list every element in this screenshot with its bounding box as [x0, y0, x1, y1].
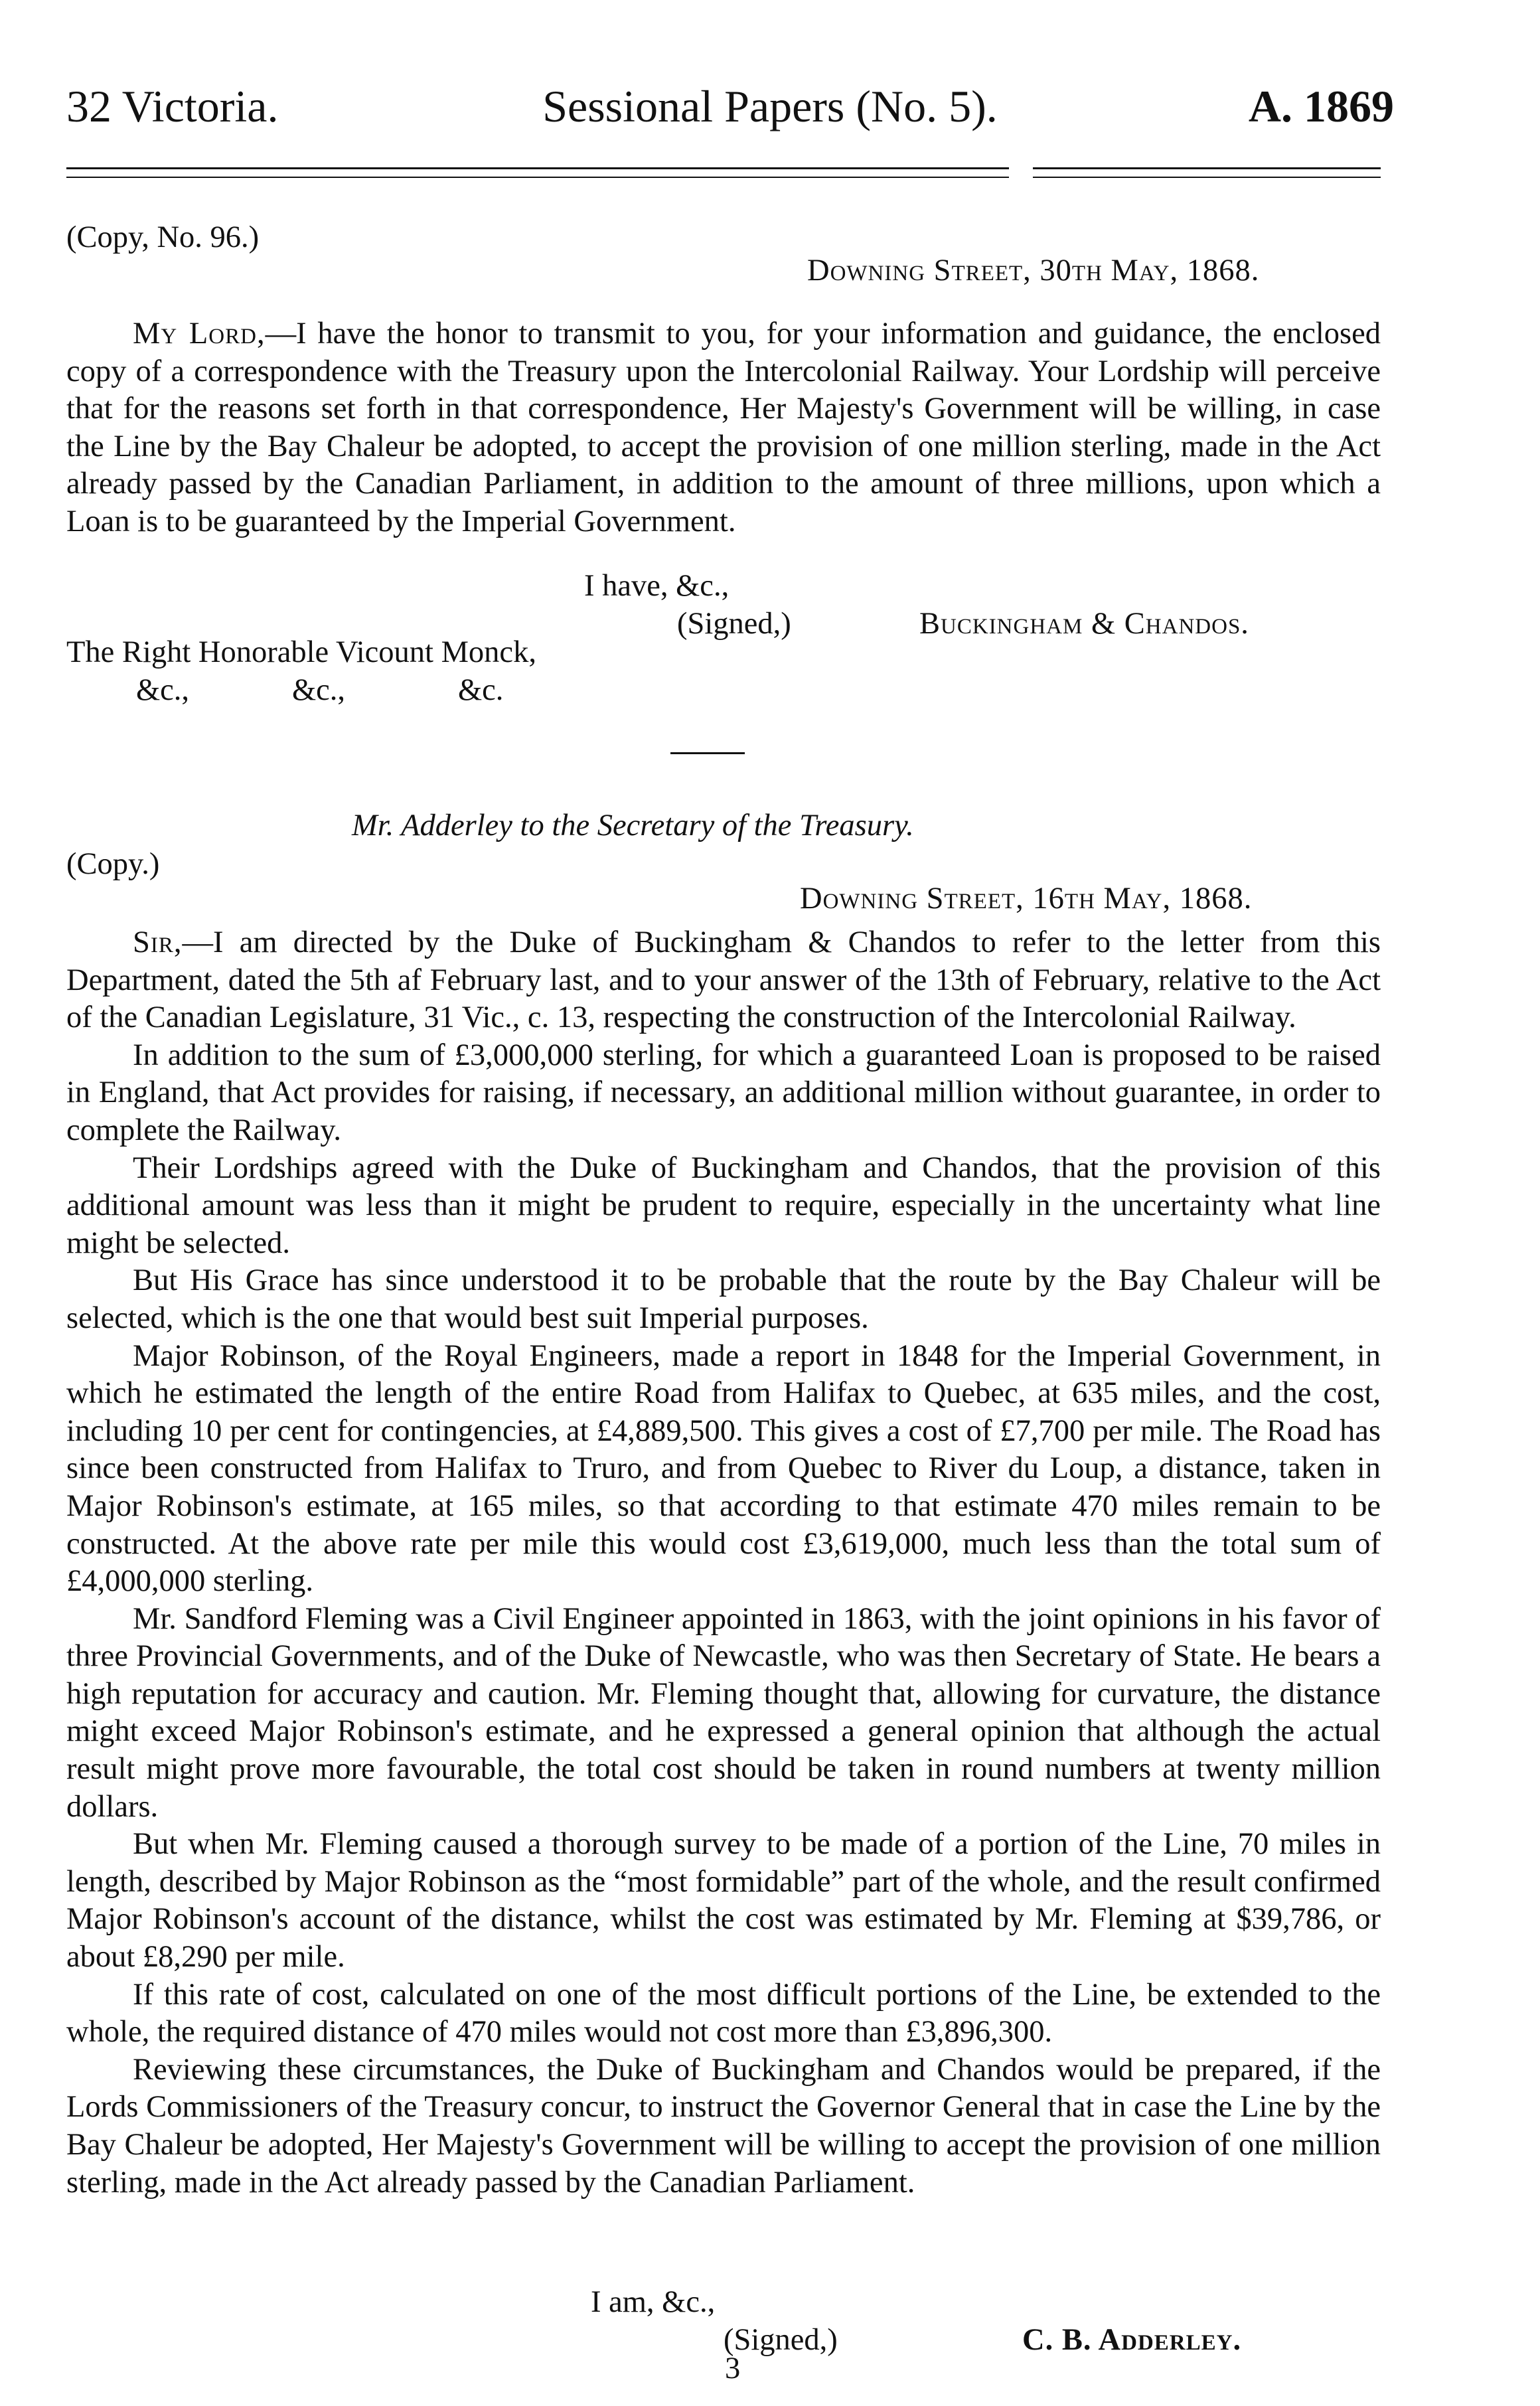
letter1-salutation: My Lord,	[133, 317, 266, 351]
page-number: 3	[725, 2352, 741, 2385]
letter1-etc-3: &c.	[458, 673, 504, 707]
running-header-left: 32 Victoria.	[66, 81, 279, 131]
letter2-signatory: C. B. Adderley.	[1022, 2323, 1242, 2357]
letter2-paragraph: In addition to the sum of £3,000,000 sterling, for which a guaranteed Loan is proposed to be raised in England, that Act provides for raising, if necessary, an additional million without guarantee, in order to complete the Railway.	[66, 1038, 1381, 1147]
section-divider	[670, 752, 745, 754]
letter1-place-date: Downing Street, 30th May, 1868.	[807, 254, 1260, 287]
letter1-body	[66, 315, 1381, 541]
letter2-paragraph: Reviewing these circumstances, the Duke of Buckingham and Chandos would be prepared, if the Lords Commissioners of the Treasury concur, to instruct the Governor General that in case the Line by the Bay Chaleur be adopted, Her Majesty's Government will be willing to accept the provision of one million sterling, made in the Act already passed by the Canadian Parliament.	[66, 2052, 1381, 2200]
letter1-closing: I have, &c.,	[584, 569, 730, 603]
running-header-title: Sessional Papers (No. 5).	[542, 81, 998, 131]
letter2-paragraph: But His Grace has since understood it to be probable that the route by the Bay Chaleur will be selected, which is the one that would best suit Imperial purposes.	[66, 1263, 1381, 1335]
letter2-title: Mr. Adderley to the Secretary of the Treasury.	[352, 809, 914, 842]
header-rule-right-top	[1033, 167, 1381, 169]
letter2-paragraph: —I am directed by the Duke of Buckingham & Chandos to refer to the letter from this Department, dated the 5th af February last, and to your answer of the 13th of February, relative to the Act of the Canadian Legislature, 31 Vic., c. 13, respecting the construction of the Intercolonial Railway.	[66, 925, 1381, 1035]
header-rule-right-bottom	[1033, 177, 1381, 178]
letter2-closing: I am, &c.,	[591, 2285, 716, 2319]
letter2-salutation: Sir,	[133, 925, 183, 959]
letter1-etc-1: &c.,	[136, 673, 190, 707]
letter1-signed: (Signed,)	[677, 607, 791, 641]
letter2-paragraph: Their Lordships agreed with the Duke of Buckingham and Chandos, that the provision of this additional amount was less than it might be prudent to require, especially in the uncertainty what line might be selected.	[66, 1151, 1381, 1260]
letter2-signed: (Signed,)	[724, 2323, 838, 2357]
letter2-paragraph: Mr. Sandford Fleming was a Civil Engineer appointed in 1863, with the joint opinions in his favor of three Provincial Governments, and of the Duke of Newcastle, who was then Secretary of State. He bears a high reputation for accuracy and caution. Mr. Fleming thought that, allowing for curvature, the distance might exceed Major Robinson's estimate, and he expressed a general opinion that although the actual result might prove more favourable, the total cost should be taken in round numbers at twenty million dollars.	[66, 1601, 1381, 1824]
letter2-place-date: Downing Street, 16th May, 1868.	[800, 882, 1253, 916]
running-header-year: A. 1869	[1248, 81, 1394, 131]
letter1-signatory: Buckingham & Chandos.	[919, 607, 1249, 641]
letter1-addressee: The Right Honorable Vicount Monck,	[66, 635, 536, 669]
letter2-paragraph: But when Mr. Fleming caused a thorough survey to be made of a portion of the Line, 70 miles in length, described by Major Robinson as the “most formidable” part of the whole, and the result confirmed Major Robinson's account of the distance, whilst the cost was estimated by Mr. Fleming at $39,786, or about £8,290 per mile.	[66, 1827, 1381, 1974]
letter1-body-text: —I have the honor to transmit to you, for your information and guidance, the enclosed copy of a correspondence with the Treasury upon the Intercolonial Railway. Your Lordship will perceive that for the reasons set forth in that correspondence, Her Majesty's Government will be willing, in case the Line by the Bay Chaleur be adopted, to accept the provision of one million sterling, made in the Act already passed by the Canadian Parliament, in addition to the amount of three millions, upon which a Loan is to be guaranteed by the Imperial Government.	[66, 317, 1381, 538]
header-rule-left-top	[66, 167, 1009, 169]
header-rule-left-bottom	[66, 177, 1009, 178]
letter2-body	[66, 924, 1381, 2202]
letter2-paragraph: Major Robinson, of the Royal Engineers, made a report in 1848 for the Imperial Government, in which he estimated the length of the entire Road from Halifax to Quebec, at 635 miles, and the cost, including 10 per cent for contingencies, at £4,889,500. This gives a cost of £7,700 per mile. The Road has since been constructed from Halifax to Truro, and from Quebec to River du Loup, a distance, taken in Major Robinson's estimate, at 165 miles, so that according to that estimate 470 miles remain to be constructed. At the above rate per mile this would cost £3,619,000, much less than the total sum of £4,000,000 sterling.	[66, 1338, 1381, 1599]
copy-label-96: (Copy, No. 96.)	[66, 220, 260, 254]
copy-label: (Copy.)	[66, 847, 160, 881]
letter2-paragraph: If this rate of cost, calculated on one of the most difficult portions of the Line, be extended to the whole, the required distance of 470 miles would not cost more than £3,896,300.	[66, 1977, 1381, 2049]
letter1-etc-2: &c.,	[292, 673, 346, 707]
